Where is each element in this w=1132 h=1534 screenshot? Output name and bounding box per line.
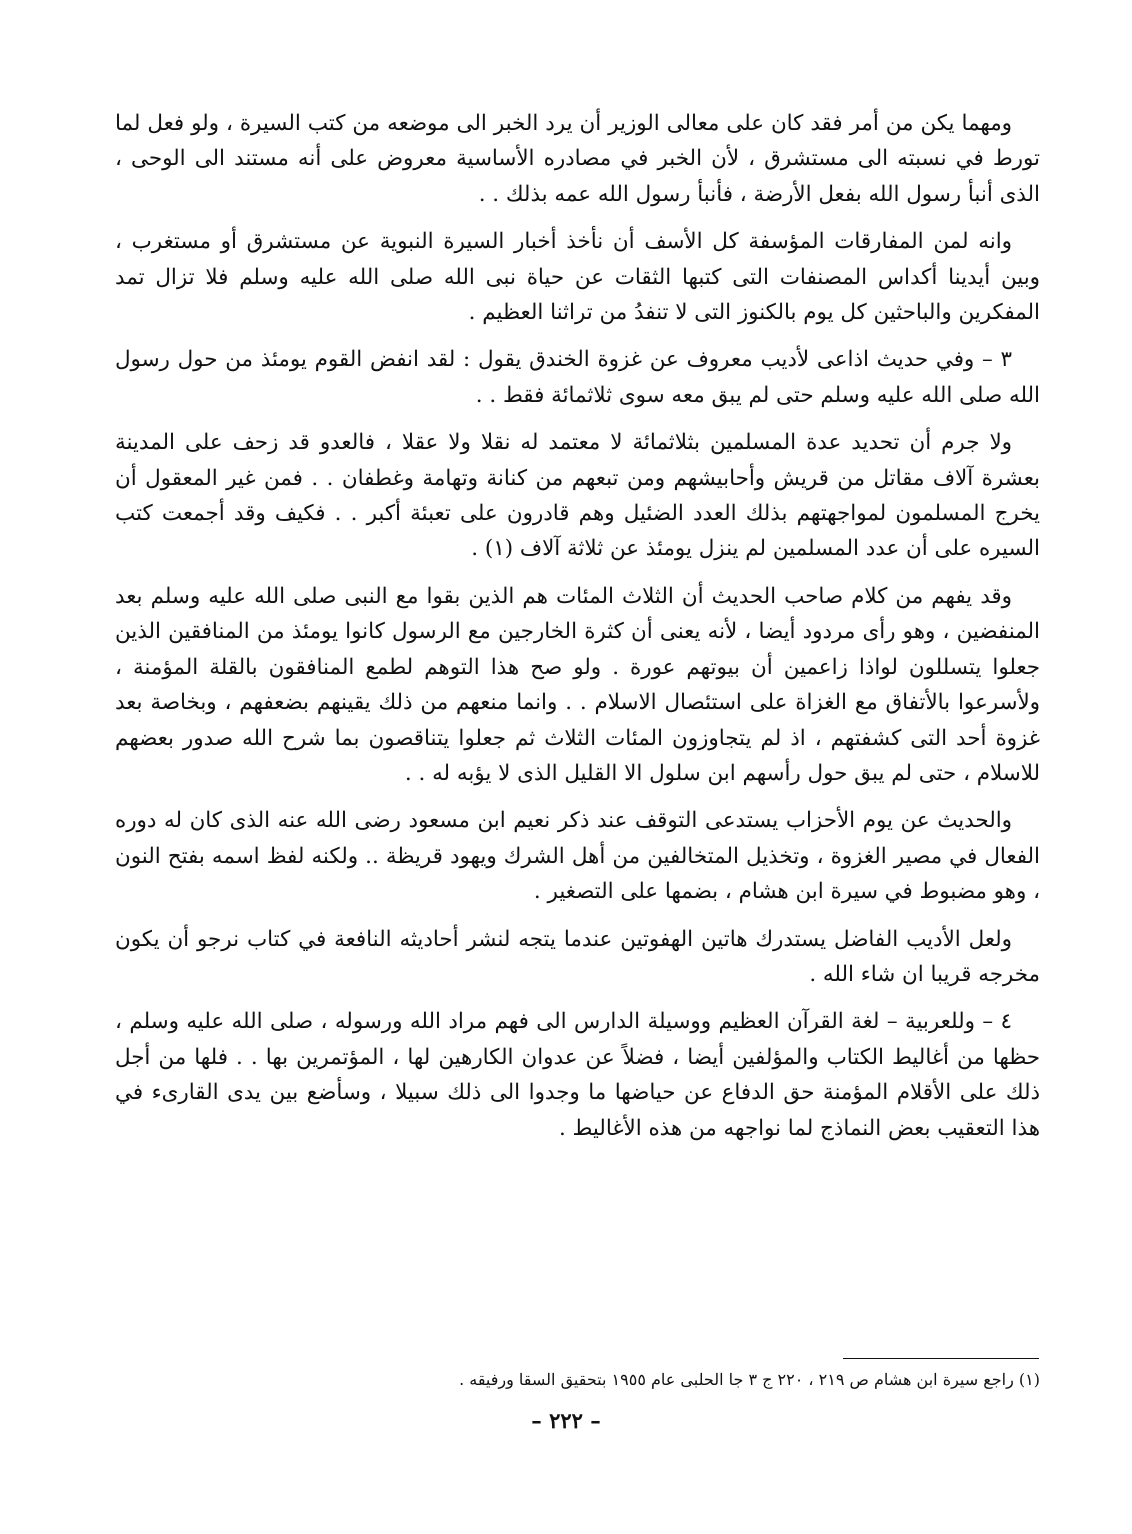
footnote: (١) راجع سيرة ابن هشام ص ٢١٩ ، ٢٢٠ ج ٣ جا الحلبى عام ١٩٥٥ بتحقيق السقا ورفيقه . <box>459 1370 1040 1389</box>
paragraph-4: ولا جرم أن تحديد عدة المسلمين بثلاثمائة لا معتمد له نقلا ولا عقلا ، فالعدو قد زحف على المدينة بعشرة آلاف مقاتل من قريش وأحابيشهم ومن تبعهم من كنانة وتهامة وغطفان . . فمن غير المعقول أن يخرج المسلمون لمواجهتهم بذلك العدد الضئيل وهم قادرون على تعبئة أكبر . . فكيف وقد أجمعت كتب السيره على أن عدد المسلمين لم ينزل يومئذ عن ثلاثة آلاف (١) . <box>115 430 1040 562</box>
paragraph-5: وقد يفهم من كلام صاحب الحديث أن الثلاث المئات هم الذين بقوا مع النبى صلى الله عليه وسلم بعد المنفضين ، وهو رأى مردود أيضا ، لأنه يعنى أن كثرة الخارجين مع الرسول كانوا يومئذ من المنافقين الذين جعلوا يتسللون لواذا زاعمين أن بيوتهم عورة . ولو صح هذا التوهم لطمع المنافقون بالقلة المؤمنة ، ولأسرعوا بالأتفاق مع الغزاة على استئصال الاسلام . . وانما منعهم من ذلك يقينهم بضعفهم ، وبخاصة بعد غزوة أحد التى كشفتهم ، اذ لم يتجاوزون المئات الثلاث ثم جعلوا يتناقصون بما شرح الله صدور بعضهم للاسلام ، حتى لم يبق حول رأسهم ابن سلول الا القليل الذى لا يؤبه له . . <box>115 583 1040 786</box>
page-number: – ٢٢٢ – <box>531 1408 601 1433</box>
paragraph-1: ومهما يكن من أمر فقد كان على معالى الوزير أن يرد الخبر الى موضعه من كتب السيرة ، ولو فعل لما تورط في نسبته الى مستشرق ، لأن الخبر في مصادره الأساسية معروض على أنه مستند الى الوحى ، الذى أنبأ رسول الله بفعل الأرضة ، فأنبأ رسول الله عمه بذلك . . <box>115 111 1040 207</box>
paragraph-6: والحديث عن يوم الأحزاب يستدعى التوقف عند ذكر نعيم ابن مسعود رضى الله عنه الذى كان له دوره الفعال في مصير الغزوة ، وتخذيل المتخالفين من أهل الشرك ويهود قريظة .. ولكنه لفظ اسمه بفتح النون ، وهو مضبوط في سيرة ابن هشام ، بضمها على التصغير . <box>115 808 1040 905</box>
paragraph-7: ولعل الأديب الفاضل يستدرك هاتين الهفوتين عندما يتجه لنشر أحاديثه النافعة في كتاب نرجو أن يكون مخرجه قريبا ان شاء الله . <box>115 926 1040 987</box>
paragraph-2: وانه لمن المفارقات المؤسفة كل الأسف أن نأخذ أخبار السيرة النبوية عن مستشرق أو مستغرب ، وبين أيدينا أكداس المصنفات التى كتبها الثقات عن حياة نبى الله صلى الله عليه وسلم فلا تزال تمد المفكرين والباحثين كل يوم بالكنوز التى لا تنفدُ من تراثنا العظيم . <box>115 229 1040 326</box>
paragraph-3: ٣ – وفي حديث اذاعى لأديب معروف عن غزوة الخندق يقول : لقد انفض القوم يومئذ من حول رسول الله صلى الله عليه وسلم حتى لم يبق معه سوى ثلاثمائة فقط . . <box>115 347 1040 408</box>
body-text <box>115 106 1040 1146</box>
footnote-divider <box>843 1358 1039 1359</box>
paragraph-8: ٤ – وللعربية – لغة القرآن العظيم ووسيلة الدارس الى فهم مراد الله ورسوله ، صلى الله عليه وسلم ، حظها من أغاليط الكتاب والمؤلفين أيضا ، فضلاً عن عدوان الكارهين لها ، المؤتمرين بها . . فلها من أجل ذلك على الأقلام المؤمنة حق الدفاع عن حياضها ما وجدوا الى ذلك سبيلا ، وسأضع بين يدى القارىء في هذا التعقيب بعض النماذج لما نواجهه من هذه الأغاليط . <box>115 1009 1040 1141</box>
